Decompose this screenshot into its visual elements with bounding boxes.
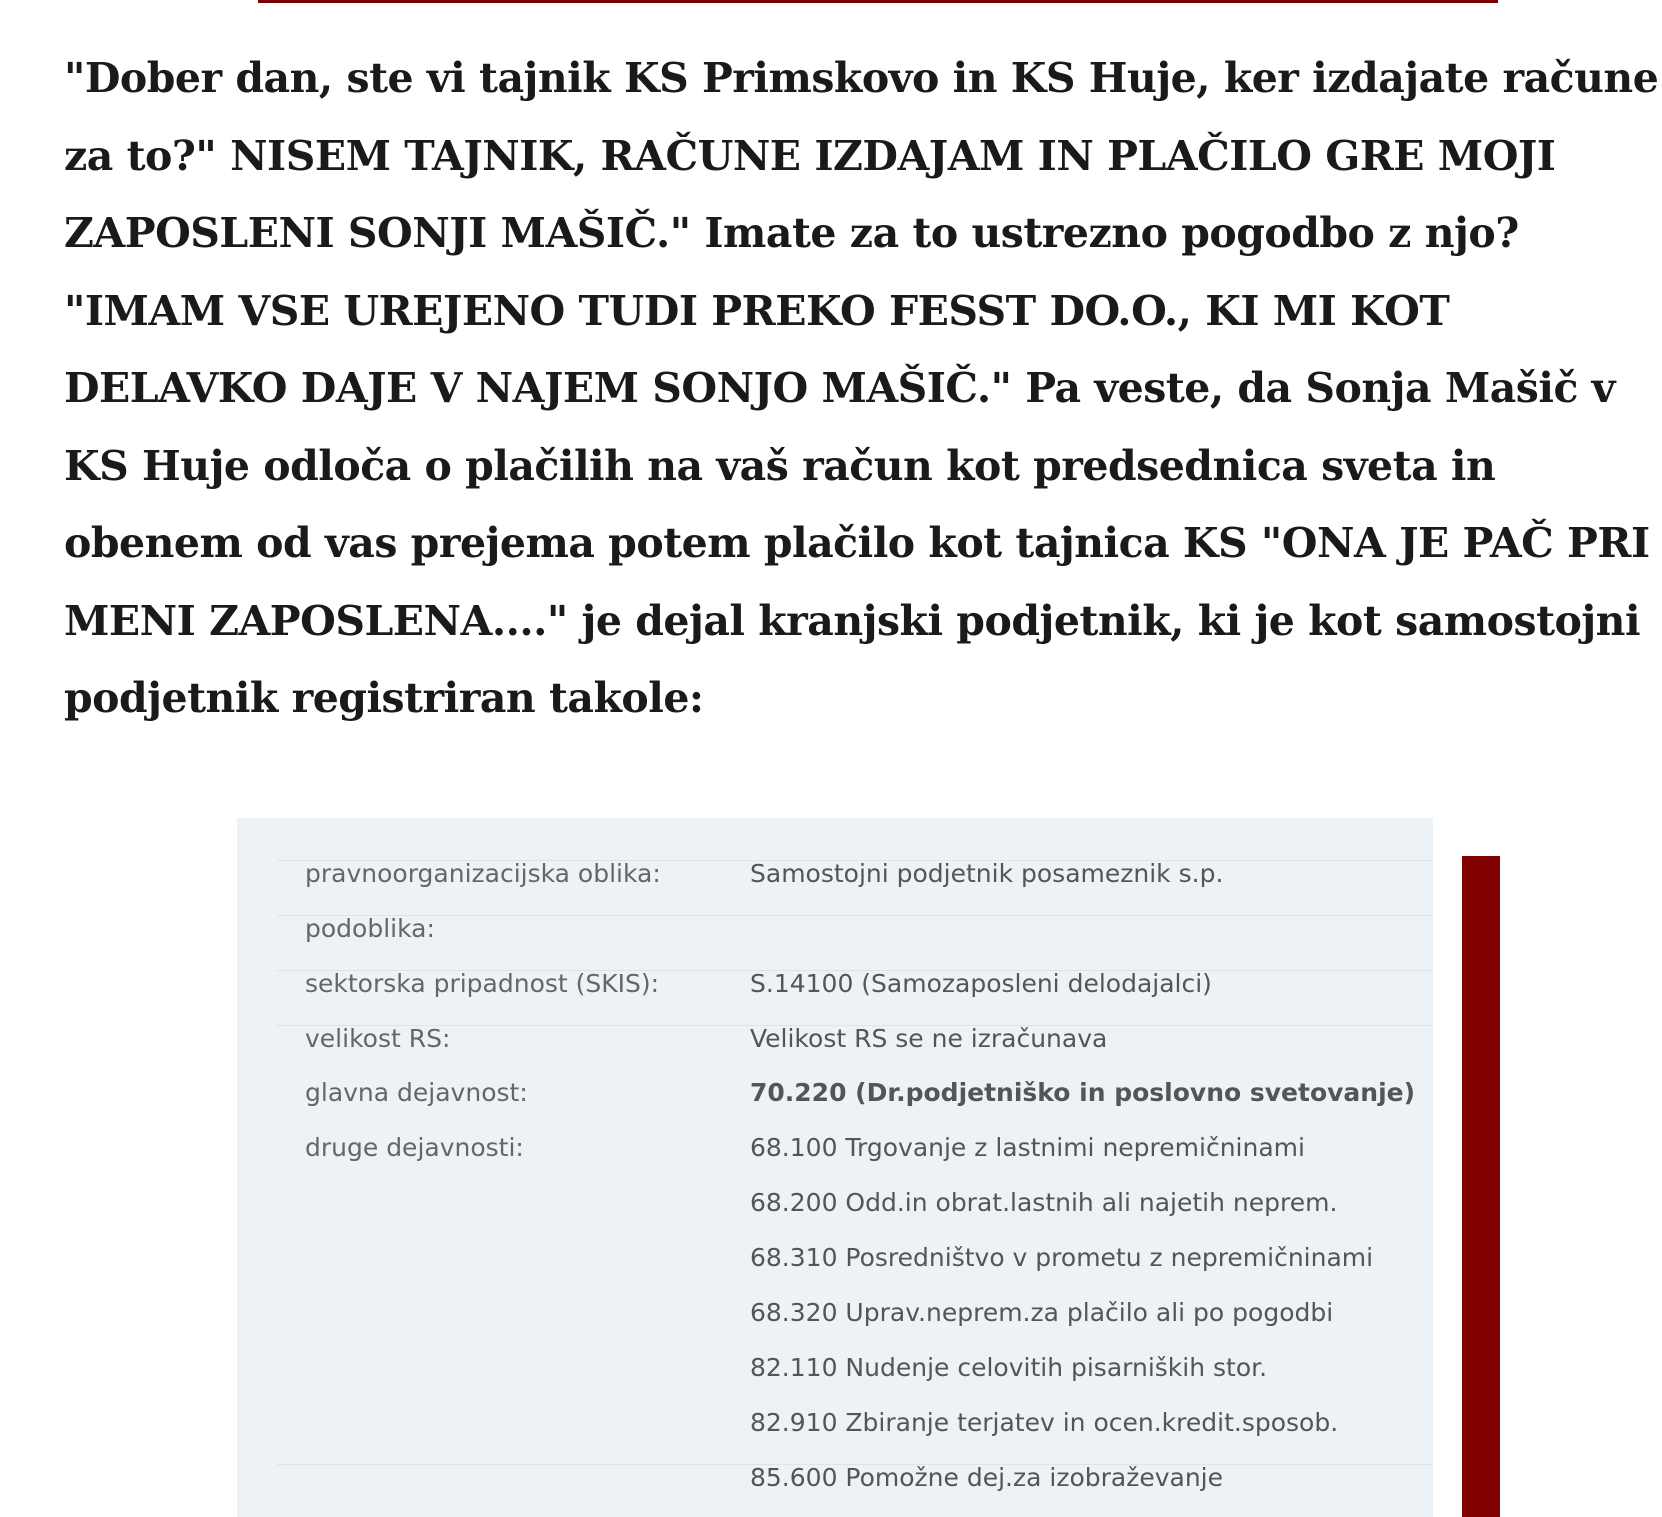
- registry-row: [277, 1245, 1433, 1300]
- accent-sidebar: [1462, 856, 1500, 1517]
- registry-label: druge dejavnosti:: [305, 1133, 524, 1162]
- article-line: obenem od vas prejema potem plačilo kot tajnica KS "ONA JE PAČ PRI: [64, 519, 1650, 567]
- registry-value: 68.320 Uprav.neprem.za plačilo ali po pogodbi: [750, 1298, 1334, 1327]
- registry-label: velikost RS:: [305, 1024, 451, 1053]
- registry-value: Velikost RS se ne izračunava: [750, 1024, 1108, 1053]
- registry-row: [277, 1025, 1433, 1081]
- registry-value: 68.100 Trgovanje z lastnimi nepremičninami: [750, 1133, 1305, 1162]
- article-line: podjetnik registriran takole:: [64, 674, 704, 722]
- registry-row: [277, 1355, 1433, 1410]
- article-line: DELAVKO DAJE V NAJEM SONJO MAŠIČ." Pa veste, da Sonja Mašič v: [64, 364, 1616, 412]
- registry-value: 85.600 Pomožne dej.za izobraževanje: [750, 1463, 1223, 1492]
- top-divider: [258, 0, 1498, 3]
- registry-row: [277, 1080, 1433, 1135]
- article-paragraph: [64, 40, 1659, 738]
- registry-row: [277, 1465, 1433, 1517]
- registry-label: podoblika:: [305, 914, 435, 943]
- article-line: ZAPOSLENI SONJI MAŠIČ." Imate za to ustrezno pogodbo z njo?: [64, 209, 1519, 257]
- registry-row: [277, 1135, 1433, 1190]
- article-line: MENI ZAPOSLENA...." je dejal kranjski podjetnik, ki je kot samostojni: [64, 596, 1641, 645]
- registry-screenshot: [237, 818, 1433, 1517]
- registry-row: [277, 915, 1433, 971]
- registry-value: 68.310 Posredništvo v prometu z nepremičninami: [750, 1243, 1374, 1272]
- registry-label: glavna dejavnost:: [305, 1078, 528, 1107]
- registry-value: 68.200 Odd.in obrat.lastnih ali najetih neprem.: [750, 1188, 1338, 1217]
- article-line: "Dober dan, ste vi tajnik KS Primskovo in KS Huje, ker izdajate račune: [64, 54, 1659, 102]
- registry-value: 82.910 Zbiranje terjatev in ocen.kredit.sposob.: [750, 1408, 1339, 1437]
- registry-value: S.14100 (Samozaposleni delodajalci): [750, 969, 1212, 998]
- article-line: "IMAM VSE UREJENO TUDI PREKO FESST DO.O., KI MI KOT: [64, 286, 1450, 335]
- registry-row: [277, 860, 1433, 916]
- registry-row: [277, 970, 1433, 1026]
- article-line: za to?" NISEM TAJNIK, RAČUNE IZDAJAM IN PLAČILO GRE MOJI: [64, 131, 1556, 180]
- registry-row: [277, 1410, 1433, 1465]
- registry-row: [277, 1190, 1433, 1245]
- article-line: KS Huje odloča o plačilih na vaš račun kot predsednica sveta in: [64, 441, 1496, 490]
- registry-row: [277, 1300, 1433, 1355]
- registry-value: 82.110 Nudenje celovitih pisarniških stor.: [750, 1353, 1268, 1382]
- registry-value-main-activity: 70.220 (Dr.podjetniško in poslovno svetovanje): [750, 1078, 1416, 1107]
- registry-label: pravnoorganizacijska oblika:: [305, 859, 661, 888]
- registry-value: Samostojni podjetnik posameznik s.p.: [750, 859, 1224, 888]
- registry-label: sektorska pripadnost (SKIS):: [305, 969, 660, 998]
